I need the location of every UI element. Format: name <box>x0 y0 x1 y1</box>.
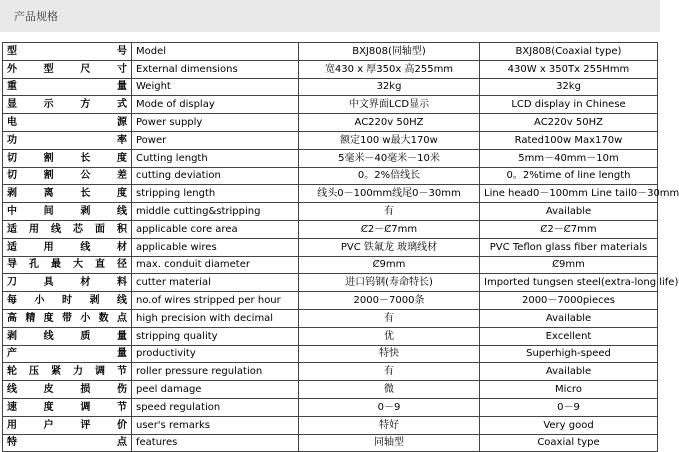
value-en: 0。2%time of line length <box>480 167 658 185</box>
param-name-en: applicable core area <box>132 220 299 238</box>
value-cn: 2000－7000条 <box>299 292 480 310</box>
param-name-en: stripping quality <box>132 327 299 345</box>
table-row <box>3 327 658 345</box>
value-en: Available <box>480 363 658 381</box>
param-name-en: Power <box>132 131 299 149</box>
value-en: Line head0－100mm Line tail0－30mm <box>480 185 658 203</box>
value-en: Rated100w Max170w <box>480 131 658 149</box>
table-row <box>3 256 658 274</box>
table-row <box>3 185 658 203</box>
param-name-en: no.of wires stripped per hour <box>132 292 299 310</box>
param-name-en: roller pressure regulation <box>132 363 299 381</box>
table-row <box>3 434 658 452</box>
table-row <box>3 131 658 149</box>
table-row <box>3 363 658 381</box>
param-name-en: speed regulation <box>132 398 299 416</box>
param-name-cn: 剥离长度 <box>3 185 132 203</box>
param-name-cn: 线皮损伤 <box>3 381 132 399</box>
value-cn: 特快 <box>299 345 480 363</box>
value-en: Excellent <box>480 327 658 345</box>
param-name-cn: 导孔最大直径 <box>3 256 132 274</box>
page-header <box>0 0 660 32</box>
value-cn: 线头0－100mm线尾0－30mm <box>299 185 480 203</box>
table-row <box>3 167 658 185</box>
value-en: LCD display in Chinese <box>480 96 658 114</box>
value-en: Micro <box>480 381 658 399</box>
spacer <box>0 32 660 42</box>
table-row <box>3 345 658 363</box>
value-en: 2000－7000pieces <box>480 292 658 310</box>
table-row <box>3 220 658 238</box>
value-en: Ȼ9mm <box>480 256 658 274</box>
param-name-cn: 重 量 <box>3 78 132 96</box>
param-name-cn: 适用线材 <box>3 238 132 256</box>
table-row <box>3 238 658 256</box>
param-name-cn: 适用线芯面积 <box>3 220 132 238</box>
value-cn: Ȼ2－Ȼ7mm <box>299 220 480 238</box>
table-row <box>3 309 658 327</box>
param-name-cn: 剥线质量 <box>3 327 132 345</box>
table-row <box>3 114 658 132</box>
param-name-en: Weight <box>132 78 299 96</box>
param-name-en: applicable wires <box>132 238 299 256</box>
param-name-en: Mode of display <box>132 96 299 114</box>
param-name-en: max. conduit diameter <box>132 256 299 274</box>
value-en: Imported tungsen steel(extra-long life) <box>480 274 658 292</box>
value-cn: 5毫米－40毫米－10米 <box>299 149 480 167</box>
value-cn: 0。2%倍线长 <box>299 167 480 185</box>
value-cn: 有 <box>299 363 480 381</box>
value-en: 32kg <box>480 78 658 96</box>
value-cn: 优 <box>299 327 480 345</box>
value-en: AC220v 50HZ <box>480 114 658 132</box>
value-en: 0－9 <box>480 398 658 416</box>
table-row <box>3 60 658 78</box>
param-name-cn: 型 号 <box>3 43 132 61</box>
value-en: BXJ808(Coaxial type) <box>480 43 658 61</box>
param-name-en: cutter material <box>132 274 299 292</box>
param-name-cn: 高精度带小数点 <box>3 309 132 327</box>
param-name-en: External dimensions <box>132 60 299 78</box>
table-row <box>3 43 658 61</box>
value-cn: 特好 <box>299 416 480 434</box>
header-title: 产品规格 <box>14 10 58 23</box>
value-en: Very good <box>480 416 658 434</box>
value-cn: 有 <box>299 309 480 327</box>
value-cn: 有 <box>299 203 480 221</box>
table-row <box>3 96 658 114</box>
param-name-cn: 功 率 <box>3 131 132 149</box>
value-en: 5mm－40mm－10m <box>480 149 658 167</box>
value-en: 430W x 350Tx 255Hmm <box>480 60 658 78</box>
param-name-cn: 产 量 <box>3 345 132 363</box>
param-name-en: peel damage <box>132 381 299 399</box>
param-name-en: high precision with decimal <box>132 309 299 327</box>
param-name-en: Power supply <box>132 114 299 132</box>
param-name-cn: 显示方式 <box>3 96 132 114</box>
spec-table-body <box>3 43 679 452</box>
value-cn: 0－9 <box>299 398 480 416</box>
param-name-cn: 中间剥线 <box>3 203 132 221</box>
value-cn: 进口钨钢(寿命特长) <box>299 274 480 292</box>
param-name-cn: 每小时剥线 <box>3 292 132 310</box>
param-name-cn: 轮压紧力调节 <box>3 363 132 381</box>
param-name-cn: 电 源 <box>3 114 132 132</box>
table-row <box>3 203 658 221</box>
value-cn: 同轴型 <box>299 434 480 452</box>
value-en: Available <box>480 203 658 221</box>
value-cn: 微 <box>299 381 480 399</box>
param-name-cn: 用户评价 <box>3 416 132 434</box>
table-row <box>3 416 658 434</box>
value-cn: PVC 铁氟龙 玻璃线材 <box>299 238 480 256</box>
value-en: PVC Teflon glass fiber materials <box>480 238 658 256</box>
param-name-cn: 外型尺寸 <box>3 60 132 78</box>
value-cn: 宽430 x 厚350x 高255mm <box>299 60 480 78</box>
value-cn: 中文界面LCD显示 <box>299 96 480 114</box>
param-name-en: stripping length <box>132 185 299 203</box>
param-name-en: Model <box>132 43 299 61</box>
param-name-en: cutting deviation <box>132 167 299 185</box>
param-name-cn: 切割公差 <box>3 167 132 185</box>
param-name-en: features <box>132 434 299 452</box>
table-row <box>3 292 658 310</box>
value-cn: BXJ808(同轴型) <box>299 43 480 61</box>
param-name-en: user's remarks <box>132 416 299 434</box>
value-cn: AC220v 50HZ <box>299 114 480 132</box>
param-name-cn: 特 点 <box>3 434 132 452</box>
param-name-en: Cutting length <box>132 149 299 167</box>
param-name-cn: 速度调节 <box>3 398 132 416</box>
value-cn: 额定100 w最大170w <box>299 131 480 149</box>
table-row <box>3 398 658 416</box>
value-en: Superhigh-speed <box>480 345 658 363</box>
table-row <box>3 149 658 167</box>
param-name-en: middle cutting&stripping <box>132 203 299 221</box>
value-en: Available <box>480 309 658 327</box>
value-cn: 32kg <box>299 78 480 96</box>
value-cn: Ȼ9mm <box>299 256 480 274</box>
table-row <box>3 78 658 96</box>
param-name-cn: 切割长度 <box>3 149 132 167</box>
table-row <box>3 274 658 292</box>
spec-table <box>2 42 679 452</box>
table-row <box>3 381 658 399</box>
value-en: Coaxial type <box>480 434 658 452</box>
param-name-en: productivity <box>132 345 299 363</box>
param-name-cn: 刀具材料 <box>3 274 132 292</box>
value-en: Ȼ2－Ȼ7mm <box>480 220 658 238</box>
